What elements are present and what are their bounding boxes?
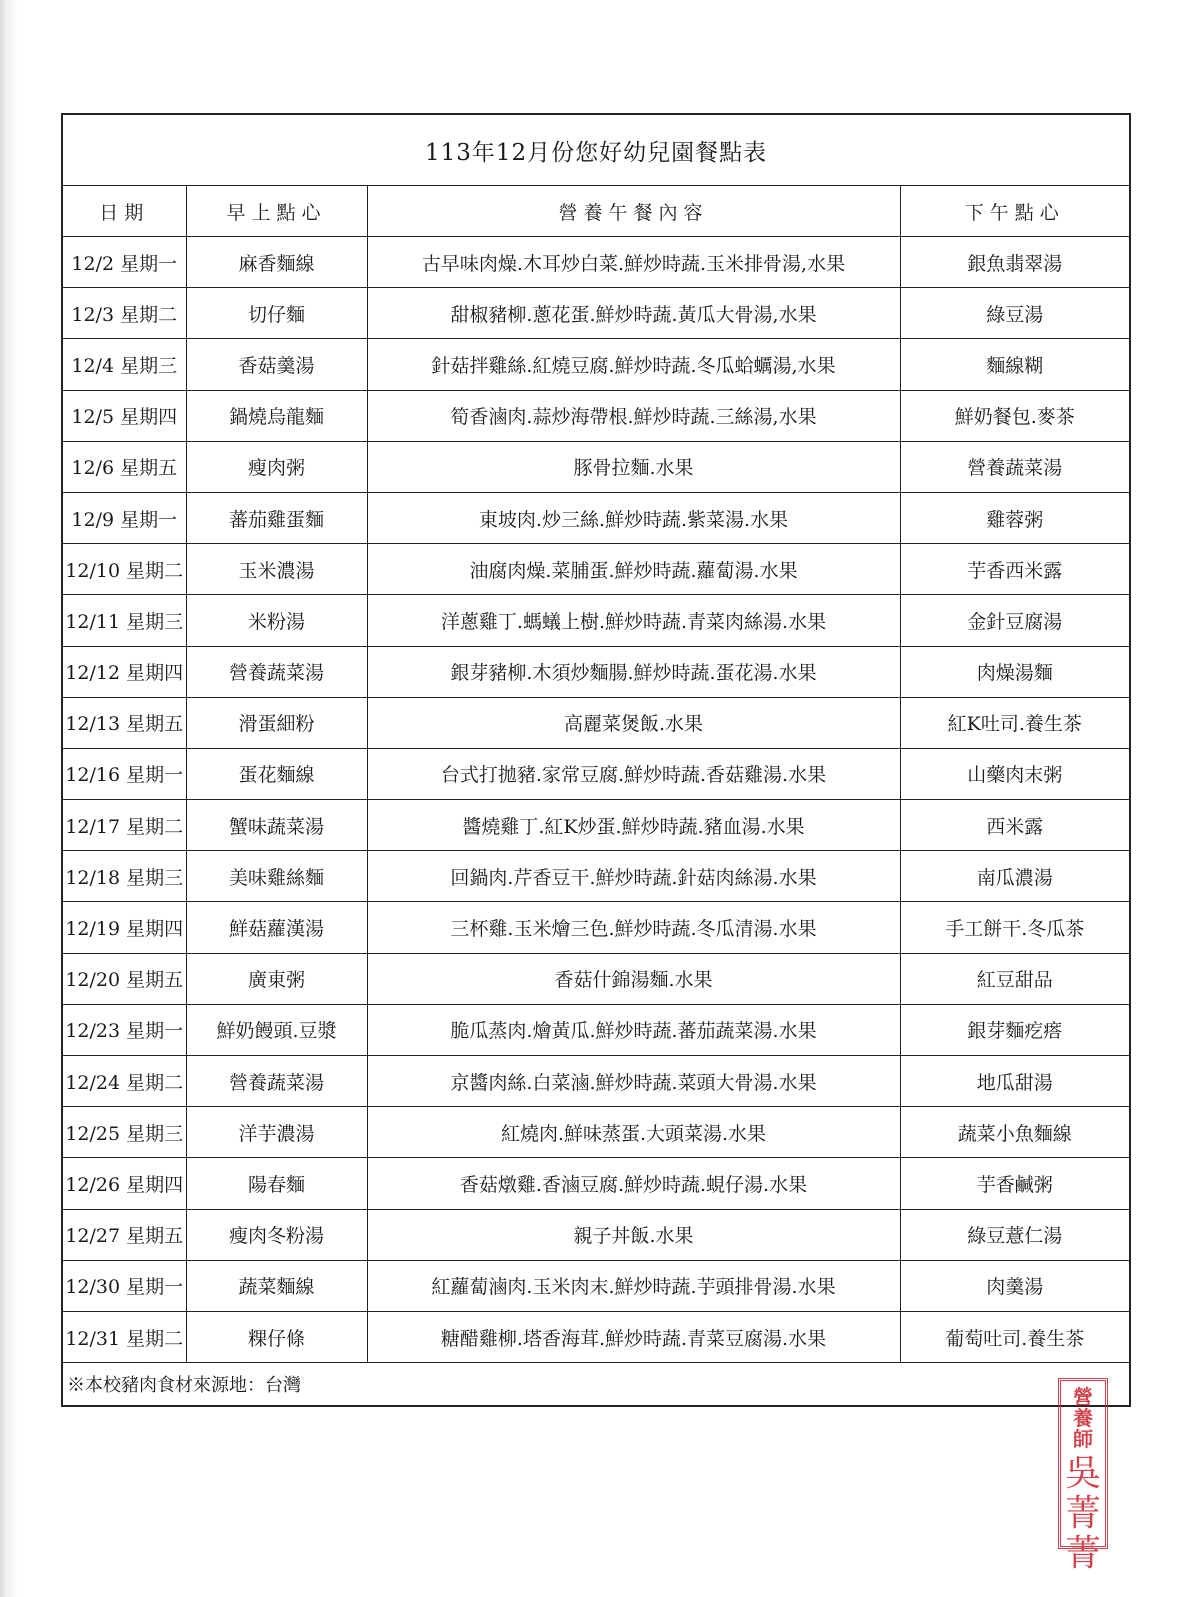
lunch-cell: 紅燒肉.鮮味蒸蛋.大頭菜湯.水果 (367, 1107, 900, 1158)
table-row (62, 339, 1130, 390)
lunch-cell: 油腐肉燥.菜脯蛋.鮮炒時蔬.蘿蔔湯.水果 (367, 544, 900, 595)
table-row (62, 288, 1130, 339)
morning-snack-cell: 蛋花麵線 (186, 748, 367, 799)
date-cell: 12/30 星期一 (62, 1260, 186, 1311)
table-row (62, 390, 1130, 441)
header-afternoon-snack: 下午點心 (900, 186, 1130, 237)
lunch-cell: 甜椒豬柳.蔥花蛋.鮮炒時蔬.黃瓜大骨湯,水果 (367, 288, 900, 339)
lunch-cell: 針菇拌雞絲.紅燒豆腐.鮮炒時蔬.冬瓜蛤蠣湯,水果 (367, 339, 900, 390)
table-row (62, 1004, 1130, 1055)
morning-snack-cell: 洋芋濃湯 (186, 1107, 367, 1158)
lunch-cell: 銀芽豬柳.木須炒麵腸.鮮炒時蔬.蛋花湯.水果 (367, 646, 900, 697)
date-cell: 12/17 星期二 (62, 800, 186, 851)
lunch-cell: 豚骨拉麵.水果 (367, 441, 900, 492)
lunch-cell: 洋蔥雞丁.螞蟻上樹.鮮炒時蔬.青菜肉絲湯.水果 (367, 595, 900, 646)
lunch-cell: 香菇什錦湯麵.水果 (367, 953, 900, 1004)
table-row (62, 492, 1130, 543)
lunch-cell: 筍香滷肉.蒜炒海帶根.鮮炒時蔬.三絲湯,水果 (367, 390, 900, 441)
table-row (62, 646, 1130, 697)
date-cell: 12/5 星期四 (62, 390, 186, 441)
date-cell: 12/19 星期四 (62, 902, 186, 953)
date-cell: 12/9 星期一 (62, 492, 186, 543)
morning-snack-cell: 粿仔條 (186, 1311, 367, 1362)
table-row (62, 851, 1130, 902)
date-cell: 12/11 星期三 (62, 595, 186, 646)
morning-snack-cell: 鍋燒烏龍麵 (186, 390, 367, 441)
date-cell: 12/26 星期四 (62, 1158, 186, 1209)
table-row (62, 237, 1130, 288)
lunch-cell: 香菇燉雞.香滷豆腐.鮮炒時蔬.蜆仔湯.水果 (367, 1158, 900, 1209)
morning-snack-cell: 麻香麵線 (186, 237, 367, 288)
date-cell: 12/3 星期二 (62, 288, 186, 339)
date-cell: 12/6 星期五 (62, 441, 186, 492)
lunch-cell: 脆瓜蒸肉.燴黃瓜.鮮炒時蔬.蕃茄蔬菜湯.水果 (367, 1004, 900, 1055)
table-row (62, 544, 1130, 595)
table-row (62, 800, 1130, 851)
dietitian-seal (1058, 1378, 1108, 1574)
morning-snack-cell: 香菇羹湯 (186, 339, 367, 390)
date-cell: 12/13 星期五 (62, 697, 186, 748)
morning-snack-cell: 營養蔬菜湯 (186, 1056, 367, 1107)
lunch-cell: 台式打拋豬.家常豆腐.鮮炒時蔬.香菇雞湯.水果 (367, 748, 900, 799)
header-morning-snack: 早上點心 (186, 186, 367, 237)
header-date: 日期 (62, 186, 186, 237)
morning-snack-cell: 米粉湯 (186, 595, 367, 646)
afternoon-snack-cell: 西米露 (900, 800, 1130, 851)
date-cell: 12/4 星期三 (62, 339, 186, 390)
afternoon-snack-cell: 雞蓉粥 (900, 492, 1130, 543)
lunch-cell: 京醬肉絲.白菜滷.鮮炒時蔬.菜頭大骨湯.水果 (367, 1056, 900, 1107)
date-cell: 12/10 星期二 (62, 544, 186, 595)
footnote: ※本校豬肉食材來源地：台灣 (62, 1363, 1130, 1407)
afternoon-snack-cell: 營養蔬菜湯 (900, 441, 1130, 492)
table-row (62, 697, 1130, 748)
date-cell: 12/23 星期一 (62, 1004, 186, 1055)
lunch-cell: 回鍋肉.芹香豆干.鮮炒時蔬.針菇肉絲湯.水果 (367, 851, 900, 902)
lunch-cell: 親子丼飯.水果 (367, 1209, 900, 1260)
morning-snack-cell: 切仔麵 (186, 288, 367, 339)
afternoon-snack-cell: 南瓜濃湯 (900, 851, 1130, 902)
table-row (62, 595, 1130, 646)
date-cell: 12/31 星期二 (62, 1311, 186, 1362)
afternoon-snack-cell: 紅豆甜品 (900, 953, 1130, 1004)
morning-snack-cell: 玉米濃湯 (186, 544, 367, 595)
table-row (62, 902, 1130, 953)
date-cell: 12/24 星期二 (62, 1056, 186, 1107)
table-row (62, 1158, 1130, 1209)
page-title: 113年12月份您好幼兒園餐點表 (62, 114, 1130, 186)
afternoon-snack-cell: 綠豆薏仁湯 (900, 1209, 1130, 1260)
afternoon-snack-cell: 肉燥湯麵 (900, 646, 1130, 697)
morning-snack-cell: 滑蛋細粉 (186, 697, 367, 748)
afternoon-snack-cell: 手工餅干.冬瓜茶 (900, 902, 1130, 953)
afternoon-snack-cell: 麵線糊 (900, 339, 1130, 390)
date-cell: 12/18 星期三 (62, 851, 186, 902)
date-cell: 12/27 星期五 (62, 1209, 186, 1260)
afternoon-snack-cell: 銀芽麵疙瘩 (900, 1004, 1130, 1055)
morning-snack-cell: 鮮菇蘿漢湯 (186, 902, 367, 953)
table-row (62, 441, 1130, 492)
seal-label: 營 養 師 (1073, 1385, 1093, 1451)
morning-snack-cell: 營養蔬菜湯 (186, 646, 367, 697)
table-row (62, 1209, 1130, 1260)
afternoon-snack-cell: 山藥肉末粥 (900, 748, 1130, 799)
table-row (62, 748, 1130, 799)
date-cell: 12/2 星期一 (62, 237, 186, 288)
table-row (62, 1311, 1130, 1362)
afternoon-snack-cell: 紅K吐司.養生茶 (900, 697, 1130, 748)
table-row (62, 1056, 1130, 1107)
afternoon-snack-cell: 金針豆腐湯 (900, 595, 1130, 646)
header-lunch: 營養午餐內容 (367, 186, 900, 237)
morning-snack-cell: 廣東粥 (186, 953, 367, 1004)
page-edge-shadow (0, 0, 18, 1597)
morning-snack-cell: 美味雞絲麵 (186, 851, 367, 902)
header-row (62, 186, 1130, 237)
seal-name: 吳 菁 菁 (1064, 1453, 1101, 1574)
morning-snack-cell: 蔬菜麵線 (186, 1260, 367, 1311)
lunch-cell: 三杯雞.玉米燴三色.鮮炒時蔬.冬瓜清湯.水果 (367, 902, 900, 953)
afternoon-snack-cell: 鮮奶餐包.麥茶 (900, 390, 1130, 441)
afternoon-snack-cell: 肉羹湯 (900, 1260, 1130, 1311)
afternoon-snack-cell: 芋香西米露 (900, 544, 1130, 595)
lunch-cell: 古早味肉燥.木耳炒白菜.鮮炒時蔬.玉米排骨湯,水果 (367, 237, 900, 288)
table-row (62, 953, 1130, 1004)
date-cell: 12/20 星期五 (62, 953, 186, 1004)
morning-snack-cell: 鮮奶饅頭.豆漿 (186, 1004, 367, 1055)
table-row (62, 1260, 1130, 1311)
lunch-cell: 糖醋雞柳.塔香海茸.鮮炒時蔬.青菜豆腐湯.水果 (367, 1311, 900, 1362)
lunch-cell: 高麗菜煲飯.水果 (367, 697, 900, 748)
lunch-cell: 東坡肉.炒三絲.鮮炒時蔬.紫菜湯.水果 (367, 492, 900, 543)
morning-snack-cell: 蕃茄雞蛋麵 (186, 492, 367, 543)
afternoon-snack-cell: 銀魚翡翠湯 (900, 237, 1130, 288)
lunch-cell: 醬燒雞丁.紅K炒蛋.鮮炒時蔬.豬血湯.水果 (367, 800, 900, 851)
lunch-cell: 紅蘿蔔滷肉.玉米肉末.鮮炒時蔬.芋頭排骨湯.水果 (367, 1260, 900, 1311)
morning-snack-cell: 蟹味蔬菜湯 (186, 800, 367, 851)
afternoon-snack-cell: 蔬菜小魚麵線 (900, 1107, 1130, 1158)
afternoon-snack-cell: 地瓜甜湯 (900, 1056, 1130, 1107)
morning-snack-cell: 瘦肉冬粉湯 (186, 1209, 367, 1260)
afternoon-snack-cell: 綠豆湯 (900, 288, 1130, 339)
menu-table (61, 113, 1131, 1407)
table-row (62, 1107, 1130, 1158)
date-cell: 12/16 星期一 (62, 748, 186, 799)
date-cell: 12/25 星期三 (62, 1107, 186, 1158)
afternoon-snack-cell: 葡萄吐司.養生茶 (900, 1311, 1130, 1362)
date-cell: 12/12 星期四 (62, 646, 186, 697)
morning-snack-cell: 陽春麵 (186, 1158, 367, 1209)
morning-snack-cell: 瘦肉粥 (186, 441, 367, 492)
afternoon-snack-cell: 芋香鹹粥 (900, 1158, 1130, 1209)
